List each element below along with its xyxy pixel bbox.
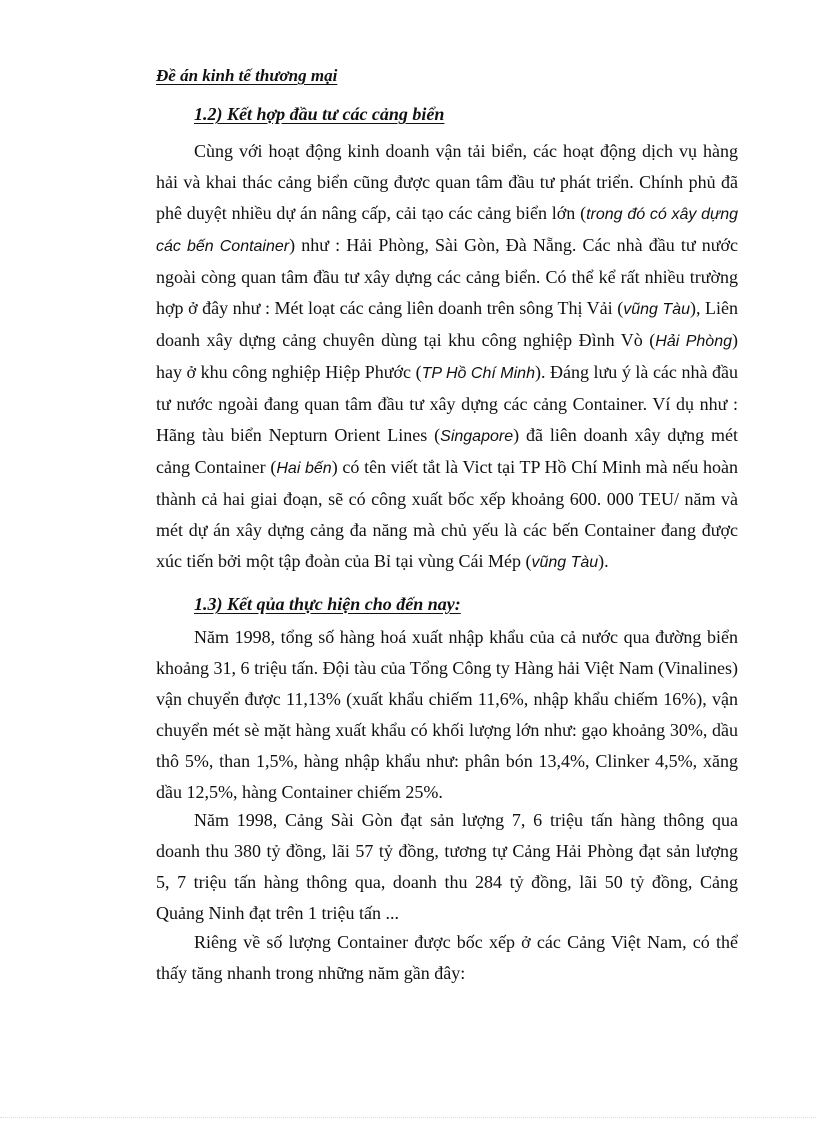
- text-run: ) có tên viết tắt là Vict tại TP Hồ Chí Minh mà nếu hoàn thành cả hai giai đoạn, sẽ có công xuất bốc xếp khoảng 600. 000 TEU/ năm và mét dự án xây dựng cảng đa năng mà chủ yếu là các bến Container đang được xúc tiến bởi một tập đoàn của Bỉ tại vùng Cái Mép (: [156, 457, 739, 571]
- section-heading-1-3: 1.3) Kết qủa thực hiện cho đến nay:: [194, 594, 461, 614]
- text-run: ) như : Hải Phòng, Sài Gòn, Đà Nẵng. Các nhà đầu tư nước ngoài còng quan tâm đầu tư xây dựng các cảng biển. Có thể kể rất nhiều trường hợp ở đây như : Mét loạt các cảng liên doanh trên sông Thị Vải (: [156, 235, 739, 318]
- italic-text-run: Hai bến: [276, 460, 332, 477]
- paragraph-cargo-1998: [156, 622, 738, 808]
- italic-text-run: Hải Phòng: [655, 333, 732, 350]
- running-header: Đề án kinh tế thương mại: [156, 66, 338, 85]
- text-run: ). Đáng lưu ý là các nhà đầu tư nước ngoài đang quan tâm đầu tư xây dựng các cảng Container. Ví dụ như : Hãng tàu biển Nepturn Orient Lines (: [156, 362, 738, 445]
- paragraph-port-output-1998: [156, 805, 738, 929]
- section-heading-1-2: 1.2) Kết hợp đầu tư các cảng biển: [194, 104, 445, 124]
- italic-text-run: vũng Tàu: [623, 301, 690, 318]
- italic-text-run: Singapore: [440, 428, 514, 445]
- italic-text-run: trong đó có xây dựng các bến Container: [156, 206, 738, 255]
- paragraph-container-growth: [156, 927, 738, 989]
- italic-text-run: vũng Tàu: [531, 554, 599, 571]
- text-run: Riêng về số lượng Container được bốc xếp ở các Cảng Việt Nam, có thể thấy tăng nhanh trong những năm gần đây:: [156, 932, 738, 983]
- paragraph-ports-investment: [156, 136, 738, 578]
- text-run: ) đã liên doanh xây dựng mét cảng Container (: [156, 425, 739, 477]
- text-run: ).: [598, 551, 609, 571]
- text-run: Năm 1998, Cảng Sài Gòn đạt sản lượng 7, 6 triệu tấn hàng thông qua doanh thu 380 tỷ đồng, lãi 57 tỷ đồng, tương tự Cảng Hải Phòng đạt sản lượng 5, 7 triệu tấn hàng thông qua, doanh thu 284 tỷ đồng, lãi 50 tỷ đồng, Cảng Quảng Ninh đạt trên 1 triệu tấn ...: [156, 810, 738, 923]
- text-run: Cùng với hoạt động kinh doanh vận tải biển, các hoạt động dịch vụ hàng hải và khai thác cảng biển cũng được quan tâm đầu tư phát triển. Chính phủ đã phê duyệt nhiều dự án nâng cấp, cải tạo các cảng biển lớn (: [156, 141, 738, 223]
- page-bottom-rule: [0, 1117, 816, 1118]
- italic-text-run: TP Hồ Chí Minh: [421, 365, 535, 382]
- text-run: Năm 1998, tổng số hàng hoá xuất nhập khẩu của cả nước qua đường biển khoảng 31, 6 triệu tấn. Đội tàu của Tổng Công ty Hàng hải Việt Nam (Vinalines) vận chuyển được 11,13% (xuất khẩu chiếm 11,6%, nhập khẩu chiếm 16%), vận chuyển mét sè mặt hàng xuất khẩu có khối lượng lớn như: gạo khoảng 30%, dầu thô 5%, than 1,5%, hàng nhập khẩu như: phân bón 13,4%, Clinker 4,5%, xăng dầu 12,5%, hàng Container chiếm 25%.: [156, 627, 738, 802]
- text-run: ), Liên doanh xây dựng cảng chuyên dùng tại khu công nghiệp Đình Vò (: [156, 298, 739, 350]
- text-run: ) hay ở khu công nghiệp Hiệp Phước (: [156, 330, 738, 382]
